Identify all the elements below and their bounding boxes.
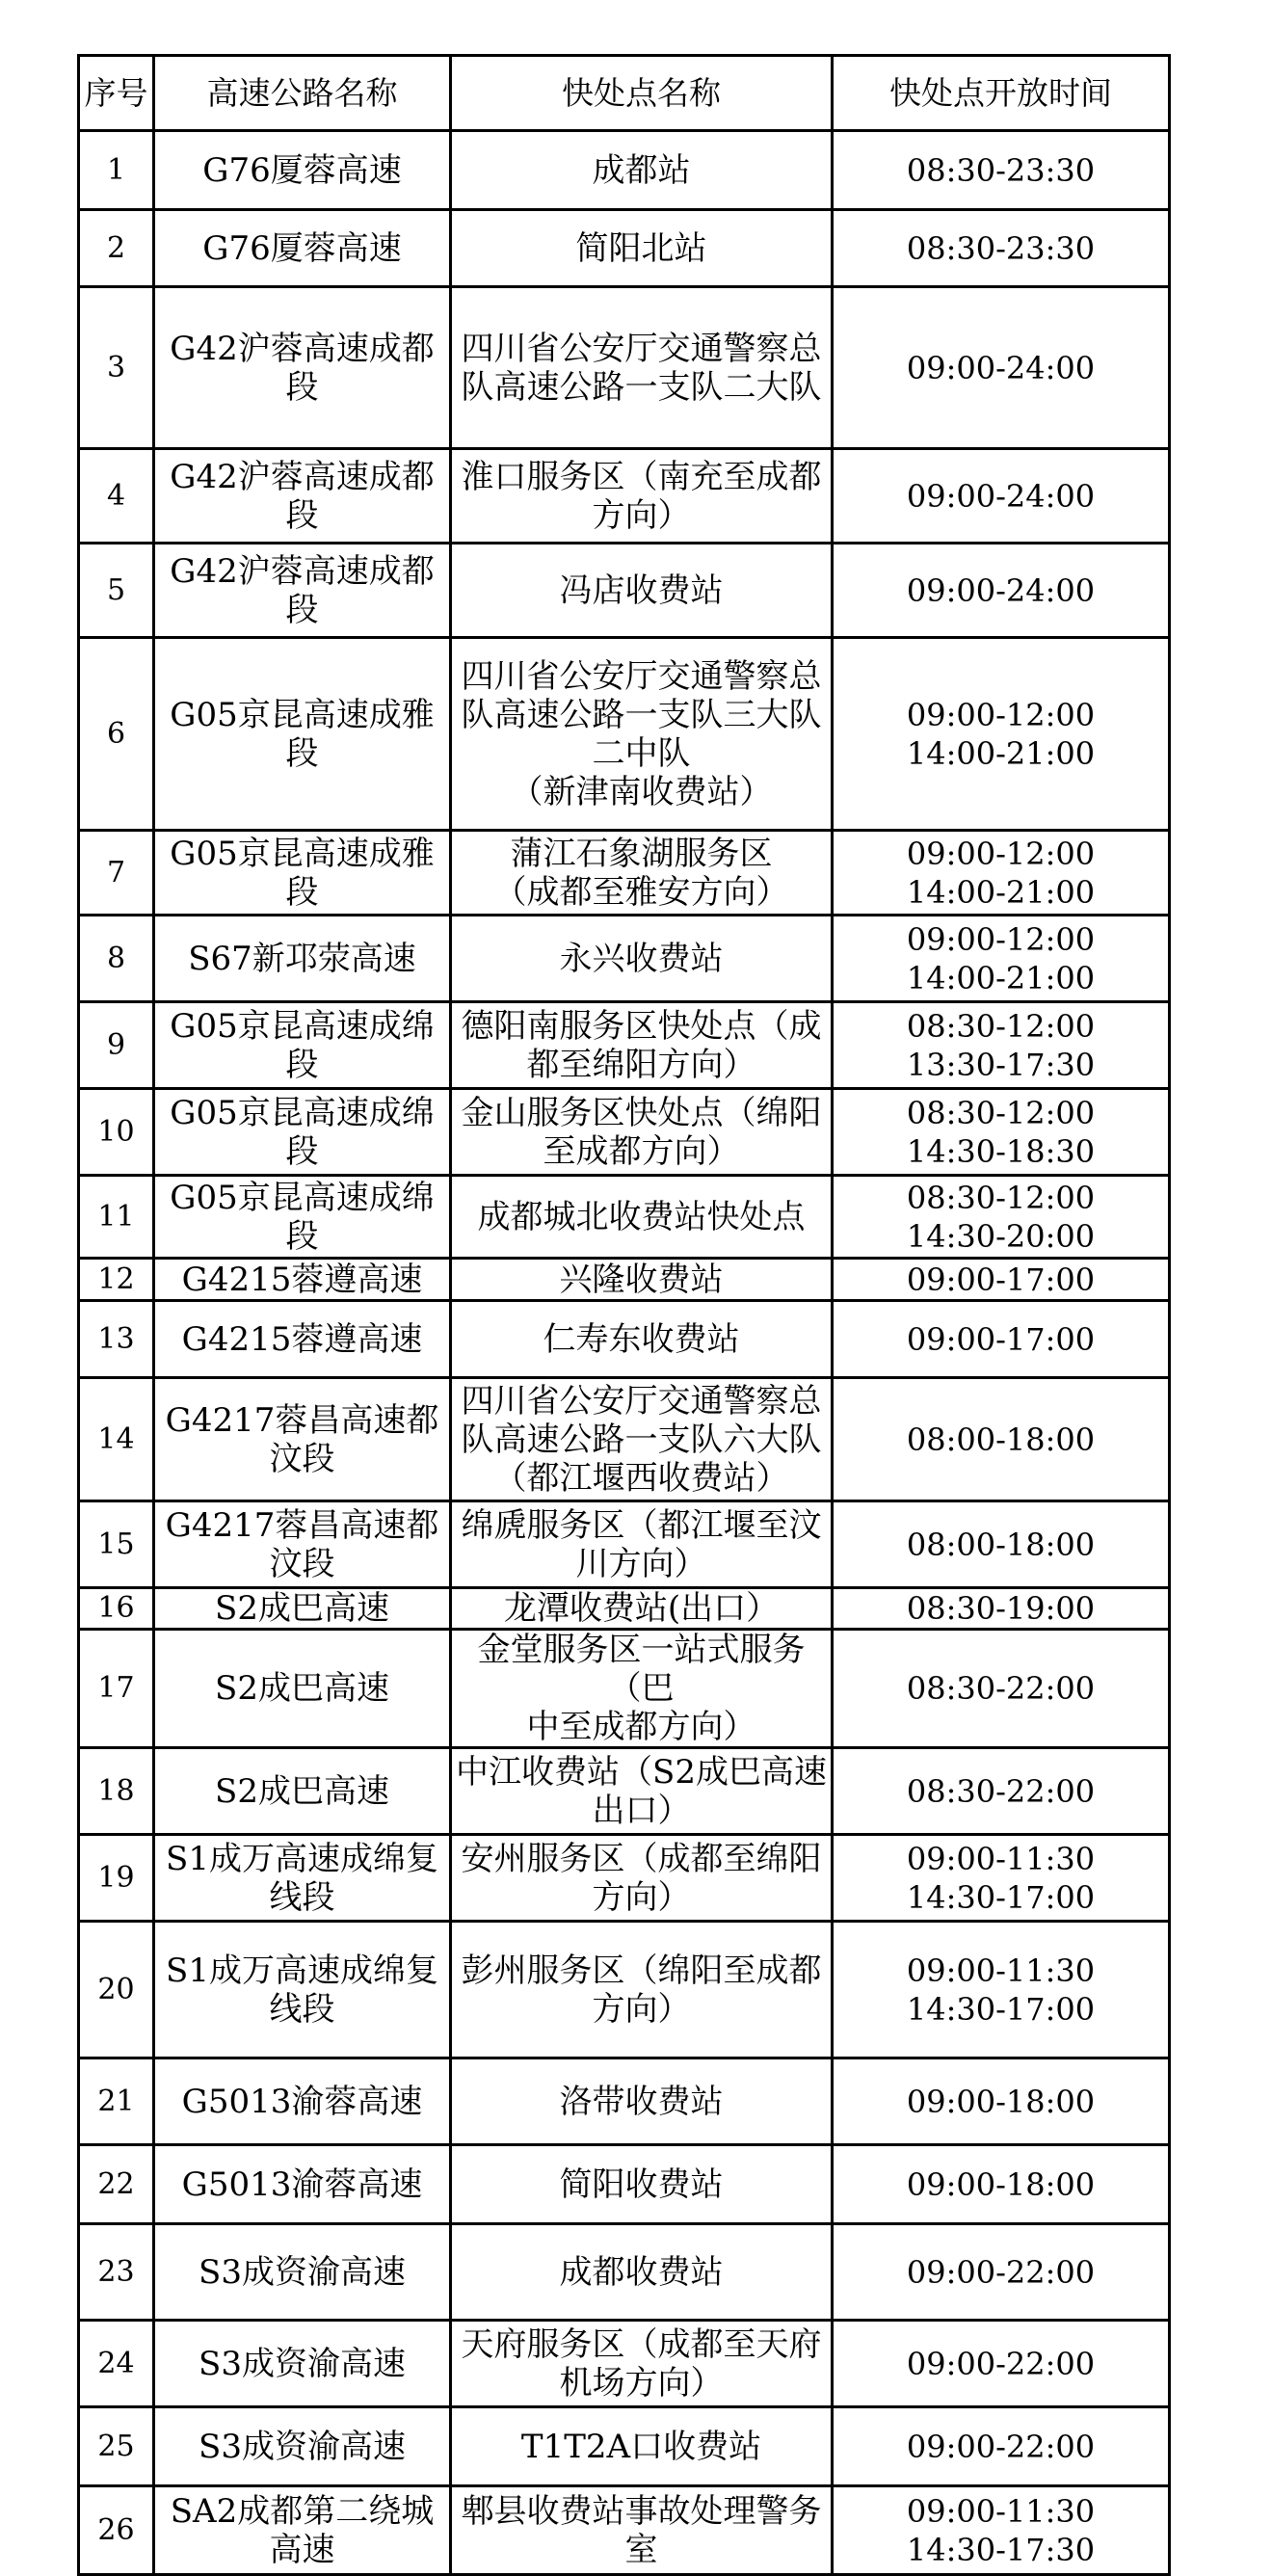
row-highway-name: S1成万高速成绵复 线段 (154, 1922, 451, 2058)
row-open-hours: 09:00-12:00 14:00-21:00 (833, 916, 1170, 1002)
row-open-hours: 09:00-11:30 14:30-17:30 (833, 2486, 1170, 2575)
table-row (79, 638, 1170, 831)
row-highway-name: G76厦蓉高速 (154, 131, 451, 210)
row-highway-name: S2成巴高速 (154, 1748, 451, 1835)
row-open-hours: 09:00-18:00 (833, 2145, 1170, 2224)
row-point-name: 四川省公安厅交通警察总 队高速公路一支队三大队 二中队 （新津南收费站） (451, 638, 833, 831)
row-point-name: T1T2A口收费站 (451, 2407, 833, 2486)
row-point-name: 简阳北站 (451, 210, 833, 287)
table-row (79, 1089, 1170, 1176)
row-point-name: 兴隆收费站 (451, 1259, 833, 1301)
row-index: 10 (79, 1089, 154, 1176)
row-index: 21 (79, 2058, 154, 2145)
row-open-hours: 09:00-24:00 (833, 544, 1170, 638)
row-point-name: 四川省公安厅交通警察总 队高速公路一支队六大队 （都江堰西收费站） (451, 1378, 833, 1501)
row-point-name: 简阳收费站 (451, 2145, 833, 2224)
row-highway-name: SA2成都第二绕城 高速 (154, 2486, 451, 2575)
header-index: 序号 (79, 56, 154, 131)
row-highway-name: S2成巴高速 (154, 1630, 451, 1748)
row-highway-name: G4215蓉遵高速 (154, 1259, 451, 1301)
row-index: 3 (79, 287, 154, 449)
row-highway-name: G05京昆高速成绵 段 (154, 1002, 451, 1089)
row-highway-name: S3成资渝高速 (154, 2321, 451, 2407)
row-open-hours: 08:30-22:00 (833, 1748, 1170, 1835)
table-row (79, 1835, 1170, 1922)
table-row (79, 1630, 1170, 1748)
row-highway-name: S3成资渝高速 (154, 2407, 451, 2486)
table-row (79, 1748, 1170, 1835)
row-highway-name: G42沪蓉高速成都 段 (154, 544, 451, 638)
row-index: 12 (79, 1259, 154, 1301)
table-row (79, 1378, 1170, 1501)
table-row (79, 287, 1170, 449)
row-point-name: 成都站 (451, 131, 833, 210)
traffic-accident-points-table-container (77, 54, 1171, 2576)
row-open-hours: 08:30-23:30 (833, 210, 1170, 287)
row-highway-name: G4217蓉昌高速都 汶段 (154, 1378, 451, 1501)
row-open-hours: 09:00-12:00 14:00-21:00 (833, 638, 1170, 831)
row-open-hours: 09:00-18:00 (833, 2058, 1170, 2145)
row-index: 1 (79, 131, 154, 210)
row-point-name: 金堂服务区一站式服务（巴 中至成都方向） (451, 1630, 833, 1748)
table-row (79, 1259, 1170, 1301)
table-row (79, 1922, 1170, 2058)
table-row (79, 1176, 1170, 1259)
table-row (79, 2058, 1170, 2145)
row-highway-name: S2成巴高速 (154, 1588, 451, 1630)
row-index: 4 (79, 449, 154, 544)
traffic-accident-points-table (77, 54, 1171, 2576)
table-row (79, 2486, 1170, 2575)
row-open-hours: 08:30-12:00 14:30-18:30 (833, 1089, 1170, 1176)
table-row (79, 2407, 1170, 2486)
table-row (79, 1301, 1170, 1378)
row-highway-name: S1成万高速成绵复 线段 (154, 1835, 451, 1922)
row-open-hours: 09:00-22:00 (833, 2407, 1170, 2486)
row-open-hours: 08:30-19:00 (833, 1588, 1170, 1630)
header-highway-name: 高速公路名称 (154, 56, 451, 131)
table-row (79, 210, 1170, 287)
row-index: 8 (79, 916, 154, 1002)
row-open-hours: 09:00-22:00 (833, 2224, 1170, 2321)
row-index: 2 (79, 210, 154, 287)
table-row (79, 1002, 1170, 1089)
row-index: 19 (79, 1835, 154, 1922)
row-point-name: 安州服务区（成都至绵阳 方向） (451, 1835, 833, 1922)
row-highway-name: G42沪蓉高速成都 段 (154, 287, 451, 449)
row-point-name: 成都收费站 (451, 2224, 833, 2321)
table-row (79, 2321, 1170, 2407)
row-point-name: 冯店收费站 (451, 544, 833, 638)
table-header-row (79, 56, 1170, 131)
row-open-hours: 09:00-11:30 14:30-17:00 (833, 1835, 1170, 1922)
row-highway-name: G05京昆高速成雅 段 (154, 638, 451, 831)
row-point-name: 中江收费站（S2成巴高速 出口） (451, 1748, 833, 1835)
row-open-hours: 08:00-18:00 (833, 1378, 1170, 1501)
row-open-hours: 08:00-18:00 (833, 1501, 1170, 1588)
row-point-name: 金山服务区快处点（绵阳 至成都方向） (451, 1089, 833, 1176)
table-row (79, 831, 1170, 916)
row-open-hours: 09:00-17:00 (833, 1301, 1170, 1378)
row-point-name: 郫县收费站事故处理警务 室 (451, 2486, 833, 2575)
table-row (79, 2224, 1170, 2321)
row-index: 6 (79, 638, 154, 831)
table-row (79, 131, 1170, 210)
row-highway-name: G76厦蓉高速 (154, 210, 451, 287)
row-point-name: 彭州服务区（绵阳至成都 方向） (451, 1922, 833, 2058)
row-point-name: 淮口服务区（南充至成都 方向） (451, 449, 833, 544)
row-index: 25 (79, 2407, 154, 2486)
row-point-name: 天府服务区（成都至天府 机场方向） (451, 2321, 833, 2407)
row-open-hours: 08:30-12:00 13:30-17:30 (833, 1002, 1170, 1089)
row-point-name: 龙潭收费站(出口） (451, 1588, 833, 1630)
row-point-name: 洛带收费站 (451, 2058, 833, 2145)
row-index: 5 (79, 544, 154, 638)
table-row (79, 449, 1170, 544)
row-index: 9 (79, 1002, 154, 1089)
row-index: 11 (79, 1176, 154, 1259)
row-open-hours: 08:30-23:30 (833, 131, 1170, 210)
table-row (79, 1588, 1170, 1630)
row-point-name: 成都城北收费站快处点 (451, 1176, 833, 1259)
row-open-hours: 08:30-12:00 14:30-20:00 (833, 1176, 1170, 1259)
row-highway-name: G4217蓉昌高速都 汶段 (154, 1501, 451, 1588)
row-index: 13 (79, 1301, 154, 1378)
row-highway-name: G42沪蓉高速成都 段 (154, 449, 451, 544)
table-row (79, 1501, 1170, 1588)
row-highway-name: G05京昆高速成雅 段 (154, 831, 451, 916)
row-point-name: 永兴收费站 (451, 916, 833, 1002)
row-index: 24 (79, 2321, 154, 2407)
row-point-name: 四川省公安厅交通警察总 队高速公路一支队二大队 (451, 287, 833, 449)
row-highway-name: G4215蓉遵高速 (154, 1301, 451, 1378)
row-open-hours: 09:00-22:00 (833, 2321, 1170, 2407)
row-index: 22 (79, 2145, 154, 2224)
row-point-name: 绵虒服务区（都江堰至汶 川方向） (451, 1501, 833, 1588)
row-index: 16 (79, 1588, 154, 1630)
row-index: 15 (79, 1501, 154, 1588)
header-open-hours: 快处点开放时间 (833, 56, 1170, 131)
table-row (79, 916, 1170, 1002)
row-index: 7 (79, 831, 154, 916)
row-highway-name: G05京昆高速成绵 段 (154, 1176, 451, 1259)
row-index: 14 (79, 1378, 154, 1501)
table-row (79, 544, 1170, 638)
row-index: 23 (79, 2224, 154, 2321)
header-point-name: 快处点名称 (451, 56, 833, 131)
row-index: 20 (79, 1922, 154, 2058)
row-open-hours: 09:00-24:00 (833, 449, 1170, 544)
row-open-hours: 09:00-11:30 14:30-17:00 (833, 1922, 1170, 2058)
row-index: 18 (79, 1748, 154, 1835)
row-point-name: 蒲江石象湖服务区 （成都至雅安方向） (451, 831, 833, 916)
row-highway-name: S3成资渝高速 (154, 2224, 451, 2321)
row-open-hours: 08:30-22:00 (833, 1630, 1170, 1748)
table-body (79, 131, 1170, 2575)
row-index: 17 (79, 1630, 154, 1748)
row-open-hours: 09:00-24:00 (833, 287, 1170, 449)
row-highway-name: G05京昆高速成绵 段 (154, 1089, 451, 1176)
row-highway-name: G5013渝蓉高速 (154, 2058, 451, 2145)
row-point-name: 仁寿东收费站 (451, 1301, 833, 1378)
row-highway-name: G5013渝蓉高速 (154, 2145, 451, 2224)
row-index: 26 (79, 2486, 154, 2575)
row-point-name: 德阳南服务区快处点（成 都至绵阳方向） (451, 1002, 833, 1089)
table-row (79, 2145, 1170, 2224)
row-highway-name: S67新邛荥高速 (154, 916, 451, 1002)
row-open-hours: 09:00-12:00 14:00-21:00 (833, 831, 1170, 916)
row-open-hours: 09:00-17:00 (833, 1259, 1170, 1301)
